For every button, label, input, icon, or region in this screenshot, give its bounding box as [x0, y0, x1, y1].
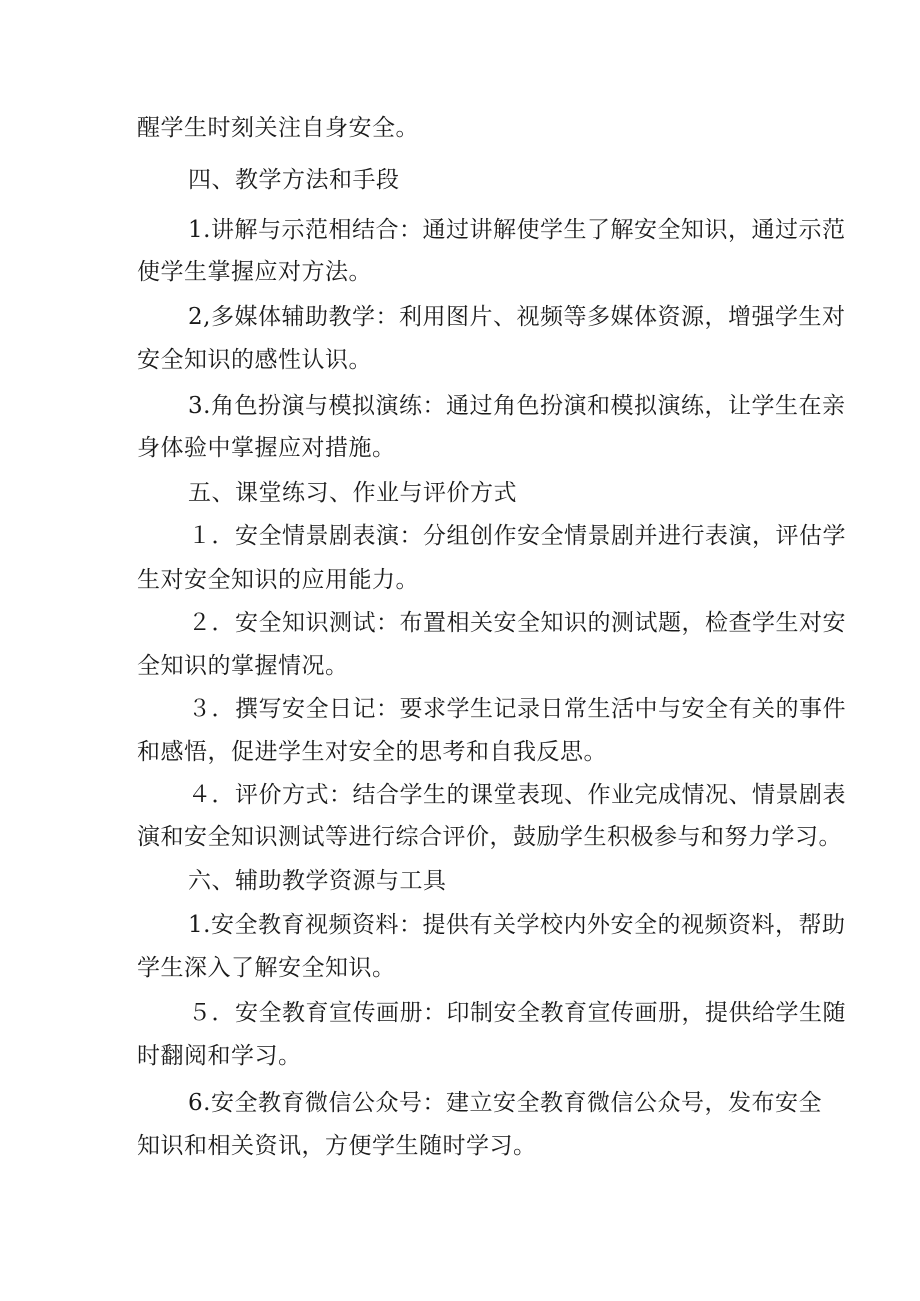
list-item-line: 3.角色扮演与模拟演练：通过角色扮演和模拟演练，让学生在亲: [188, 393, 846, 419]
list-item-line: 1.讲解与示范相结合：通过讲解使学生了解安全知识，通过示范: [188, 217, 846, 243]
list-item-line: ２．安全知识测试：布置相关安全知识的测试题，检查学生对安: [188, 610, 846, 636]
body-text-line: 身体验中掌握应对措施。: [137, 435, 396, 461]
section-heading-6: 六、辅助教学资源与工具: [188, 868, 447, 894]
list-item-line: ５．安全教育宣传画册：印制安全教育宣传画册，提供给学生随: [188, 1000, 846, 1026]
body-text-line: 知识和相关资讯，方便学生随时学习。: [137, 1133, 537, 1159]
body-text-line: 使学生掌握应对方法。: [137, 259, 372, 285]
body-text-line: 时翻阅和学习。: [137, 1043, 302, 1069]
body-text-line: 和感悟，促进学生对安全的思考和自我反思。: [137, 739, 607, 765]
list-item-line: ４．评价方式：结合学生的课堂表现、作业完成情况、情景剧表: [188, 782, 846, 808]
body-text-line: 演和安全知识测试等进行综合评价，鼓励学生积极参与和努力学习。: [137, 824, 842, 850]
list-item-line: １．安全情景剧表演：分组创作安全情景剧并进行表演，评估学: [188, 523, 846, 549]
body-text-line: 生对安全知识的应用能力。: [137, 567, 419, 593]
section-heading-5: 五、课堂练习、作业与评价方式: [188, 480, 517, 506]
list-item-line: 6.安全教育微信公众号：建立安全教育微信公众号，发布安全: [188, 1090, 822, 1116]
list-item-line: ３．撰写安全日记：要求学生记录日常生活中与安全有关的事件: [188, 696, 846, 722]
list-item-line: 1.安全教育视频资料：提供有关学校内外安全的视频资料，帮助: [188, 912, 846, 938]
body-text-line: 醒学生时刻关注自身安全。: [137, 115, 419, 141]
body-text-line: 全知识的掌握情况。: [137, 653, 349, 679]
body-text-line: 学生深入了解安全知识。: [137, 955, 396, 981]
body-text-line: 安全知识的感性认识。: [137, 347, 372, 373]
list-item-line: 2,多媒体辅助教学：利用图片、视频等多媒体资源，增强学生对: [188, 304, 846, 330]
section-heading-4: 四、教学方法和手段: [188, 167, 400, 193]
